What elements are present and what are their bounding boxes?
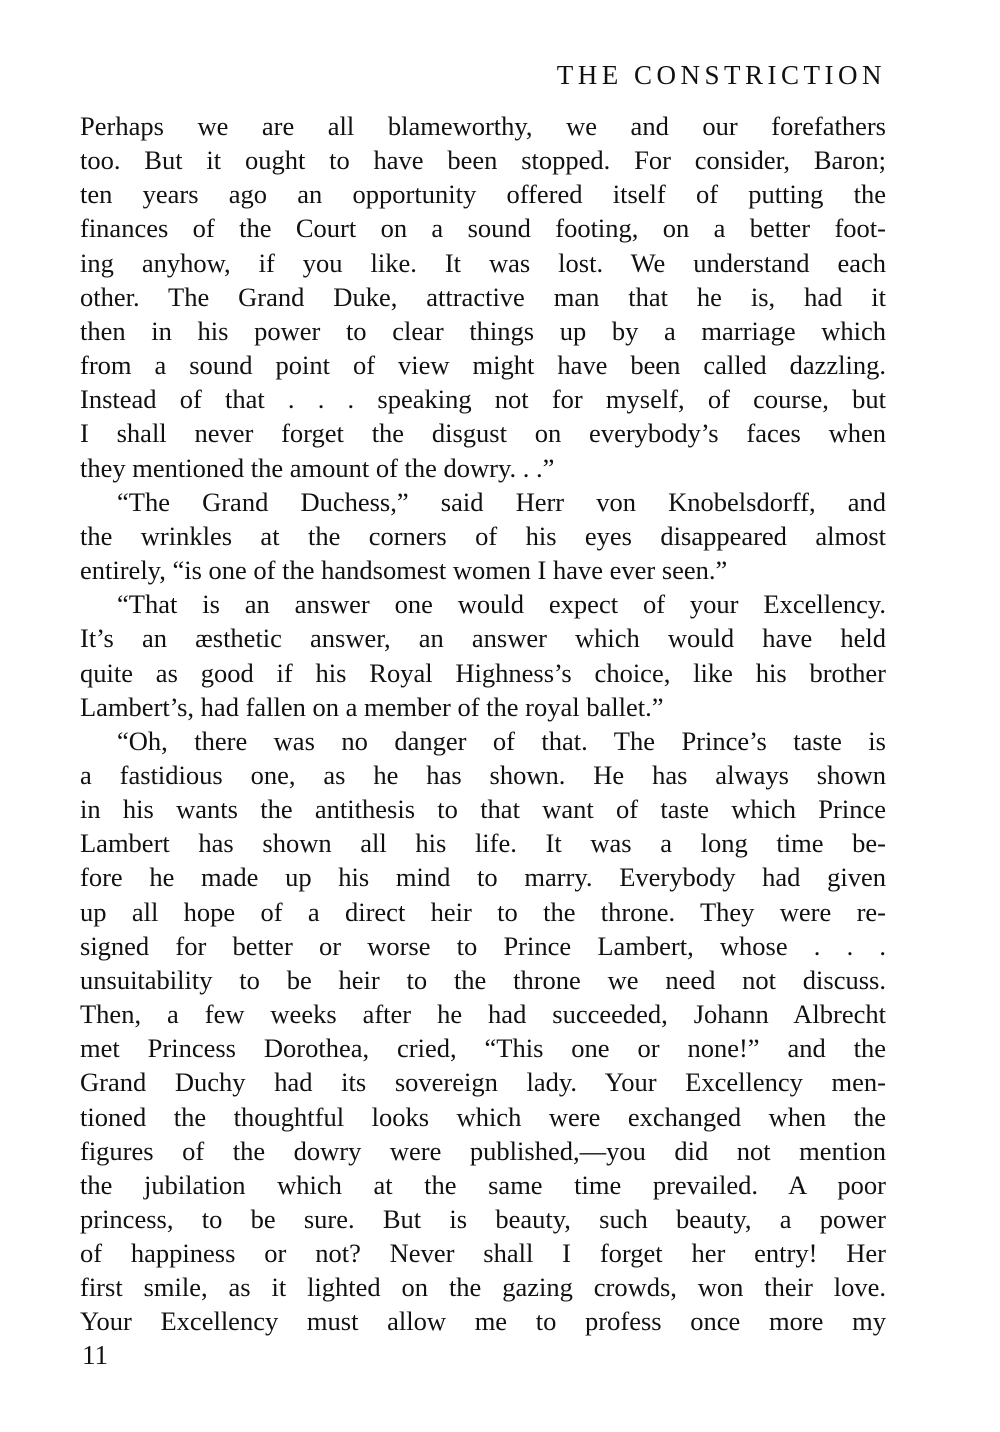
text-line: Instead of that . . . speaking not for myself, of course, but (80, 384, 886, 415)
text-line: the jubilation which at the same time prevailed. A poor (80, 1169, 886, 1200)
text-line: Lambert’s, had fallen on a member of the royal ballet.” (80, 691, 664, 722)
text-line: other. The Grand Duke, attractive man that he is, had it (80, 281, 886, 312)
text-line: they mentioned the amount of the dowry. . .” (80, 452, 555, 483)
text-line: Perhaps we are all blameworthy, we and our forefathers (80, 111, 886, 141)
text-line: then in his power to clear things up by a marriage which (80, 315, 886, 346)
text-line: fore he made up his mind to marry. Everybody had given (80, 862, 886, 893)
body-text (80, 109, 886, 1339)
text-line: unsuitability to be heir to the throne we need not discuss. (80, 964, 886, 995)
text-line: princess, to be sure. But is beauty, such beauty, a power (80, 1204, 886, 1234)
text-line: signed for better or worse to Prince Lambert, whose . . . (80, 930, 886, 961)
text-line: in his wants the antithesis to that want of taste which Prince (80, 794, 886, 825)
text-line: “That is an answer one would expect of your Excellency. (117, 589, 886, 620)
text-line: figures of the dowry were published,—you did not mention (80, 1135, 886, 1166)
text-line: It’s an æsthetic answer, an answer which would have held (80, 623, 886, 654)
text-line: Then, a few weeks after he had succeeded, Johann Albrecht (80, 999, 886, 1030)
page-number: 11 (82, 1340, 108, 1370)
text-line: tioned the thoughtful looks which were exchanged when the (80, 1101, 886, 1132)
text-line: the wrinkles at the corners of his eyes disappeared almost (80, 520, 886, 551)
text-line: I shall never forget the disgust on everybody’s faces when (80, 418, 886, 449)
running-title: THE CONSTRICTION (556, 60, 886, 90)
text-line: Lambert has shown all his life. It was a long time be- (80, 828, 886, 859)
text-line: Your Excellency must allow me to profess once more my (80, 1306, 886, 1337)
text-line: too. But it ought to have been stopped. For consider, Baron; (80, 145, 886, 176)
text-line: “Oh, there was no danger of that. The Prince’s taste is (117, 725, 886, 756)
text-line: met Princess Dorothea, cried, “This one or none!” and the (80, 1033, 886, 1064)
text-line: quite as good if his Royal Highness’s choice, like his brother (80, 657, 886, 688)
text-line: Grand Duchy had its sovereign lady. Your Excellency men- (80, 1067, 886, 1098)
text-line: up all hope of a direct heir to the throne. They were re- (80, 896, 886, 927)
text-line: from a sound point of view might have been called dazzling. (80, 350, 886, 381)
text-line: finances of the Court on a sound footing, on a better foot- (80, 213, 886, 244)
text-line: a fastidious one, as he has shown. He has always shown (80, 759, 886, 790)
text-line: ten years ago an opportunity offered itself of putting the (80, 179, 886, 210)
text-line: “The Grand Duchess,” said Herr von Knobelsdorff, and (117, 486, 886, 517)
text-line: first smile, as it lighted on the gazing crowds, won their love. (80, 1272, 886, 1303)
text-line: ing anyhow, if you like. It was lost. We understand each (80, 247, 886, 278)
text-line: of happiness or not? Never shall I forget her entry! Her (80, 1238, 886, 1269)
text-line: entirely, “is one of the handsomest women I have ever seen.” (80, 555, 728, 586)
